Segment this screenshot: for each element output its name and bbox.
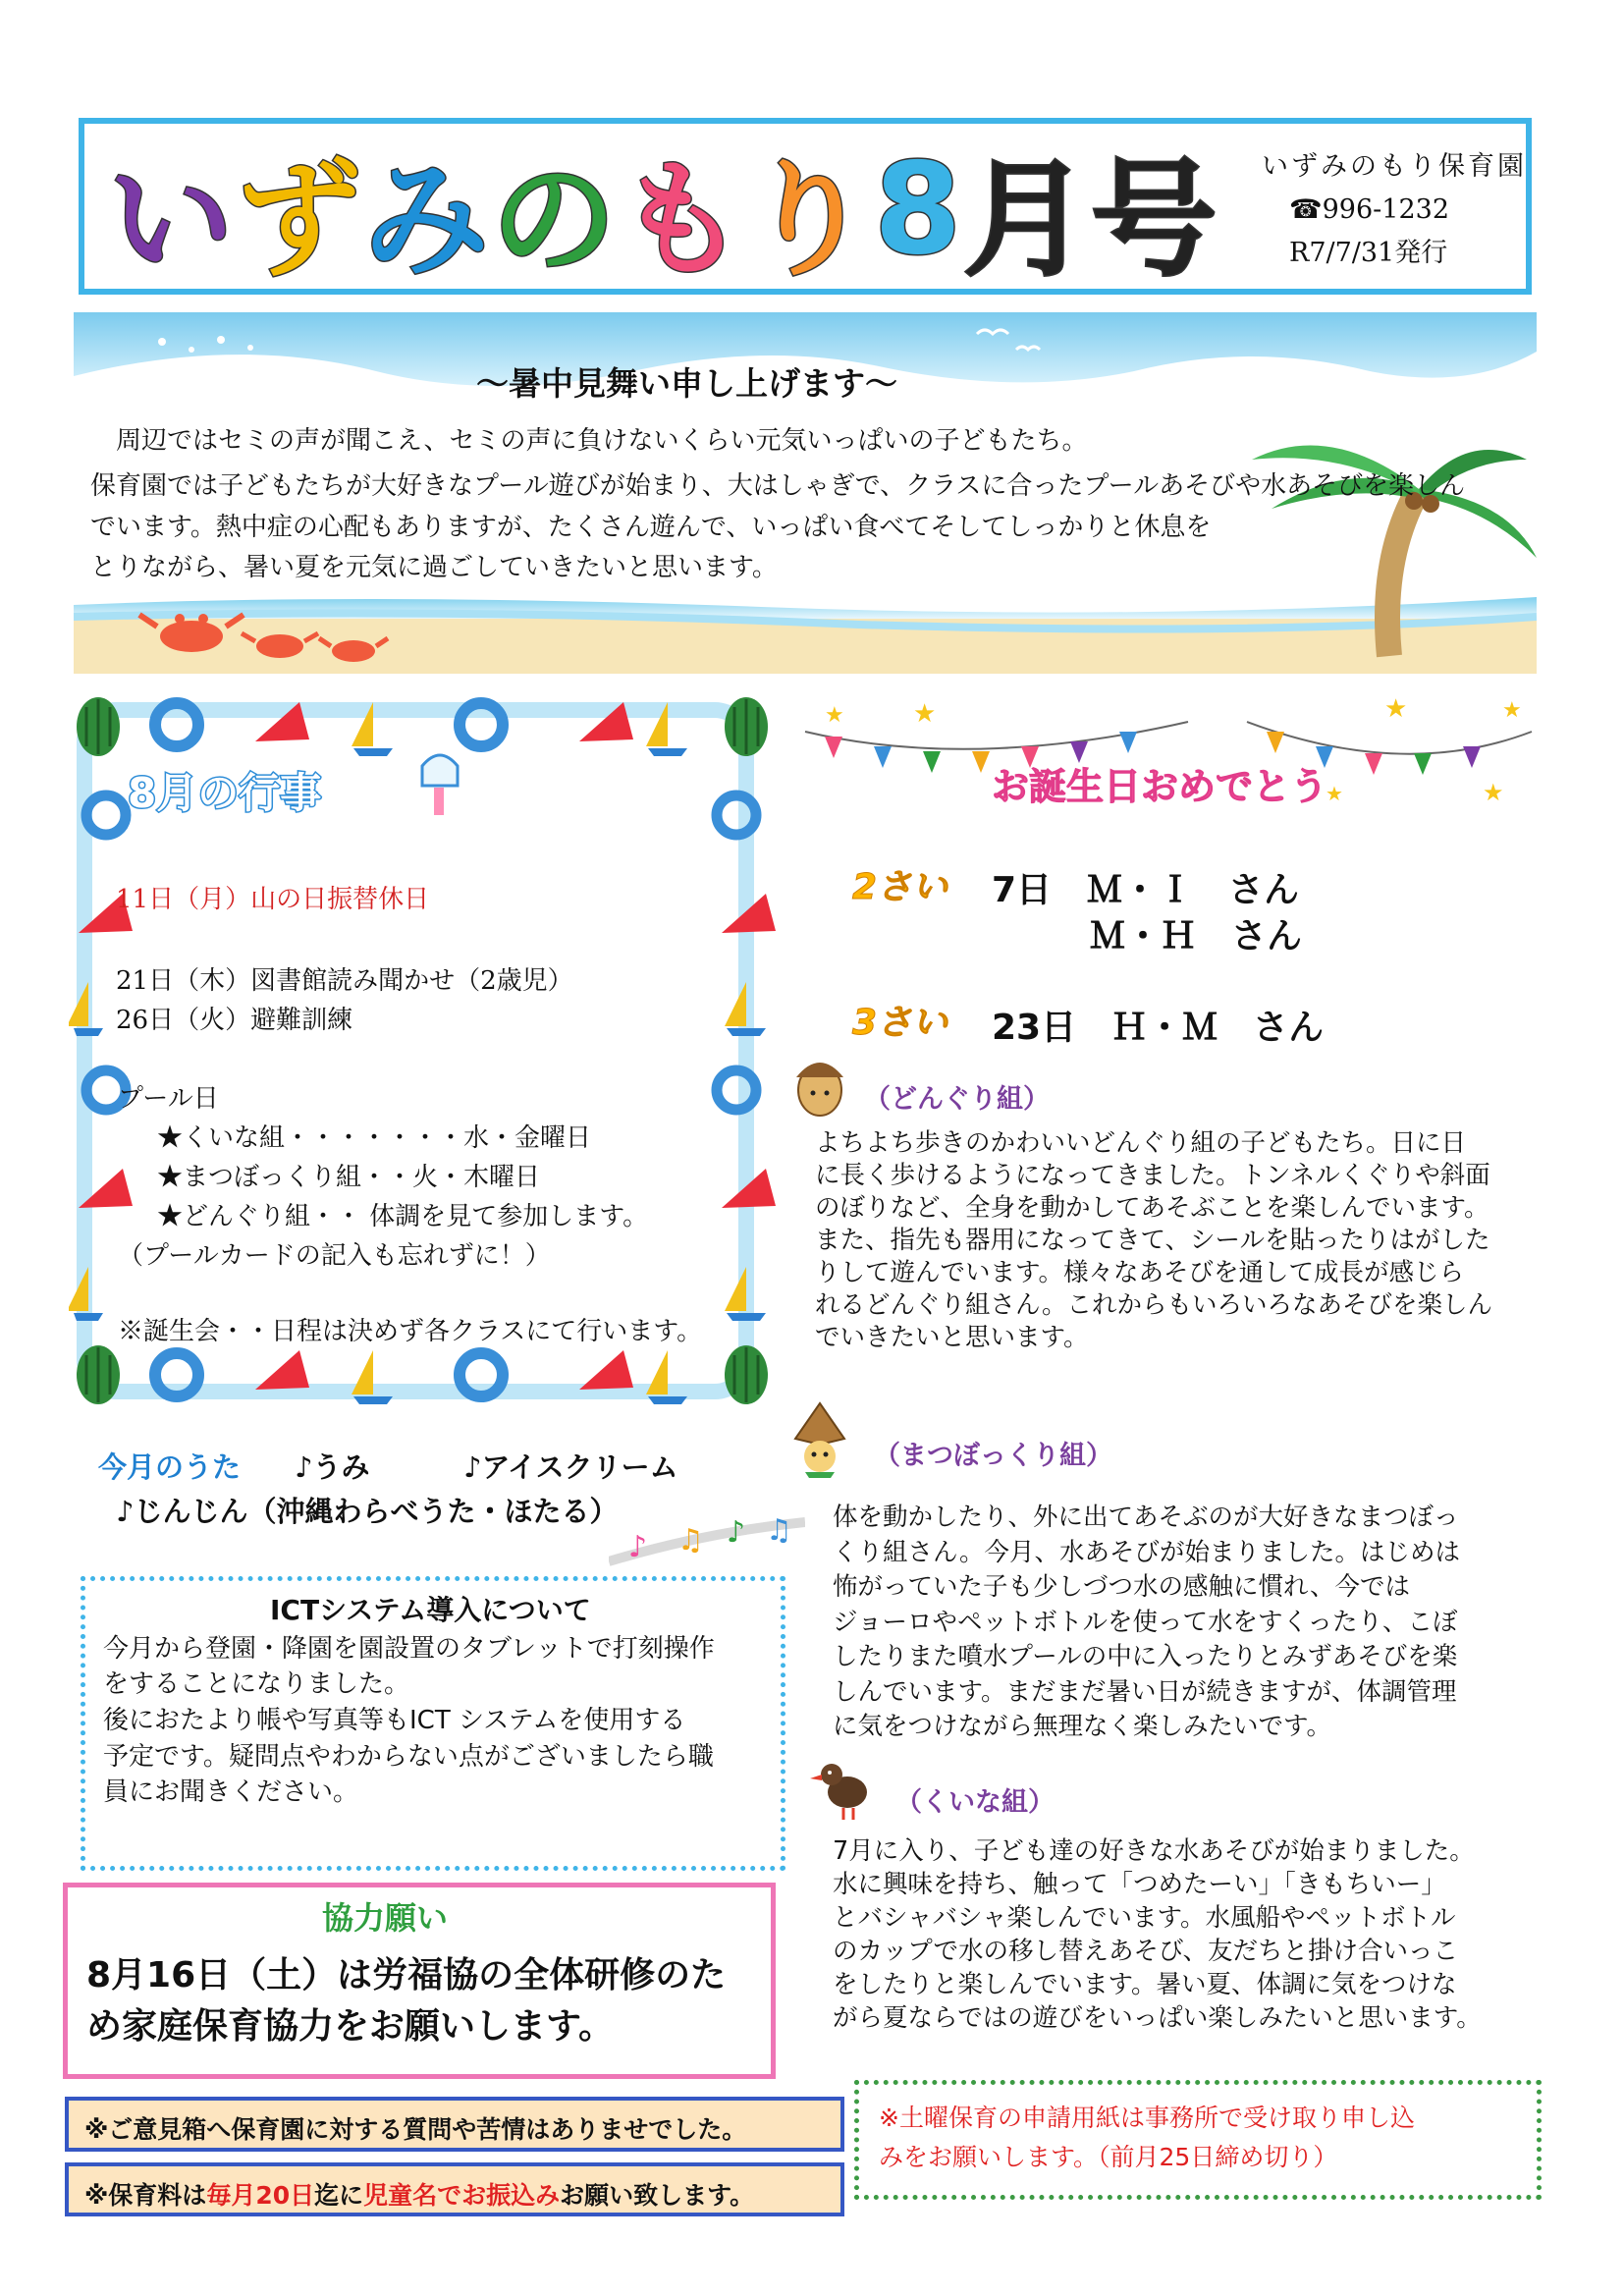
cooperation-line: め家庭保育協力をお願いします。 bbox=[86, 2006, 615, 2047]
org-name: いずみのもり保育園 bbox=[1262, 151, 1527, 182]
matsubokkuri-paragraph bbox=[833, 1501, 1460, 1745]
song-title: ♪うみ bbox=[295, 1450, 370, 1484]
birthday-entry: 23日 Ｈ・Ｍ さん bbox=[992, 1008, 1325, 1048]
wind-chime-icon bbox=[422, 755, 458, 815]
watermelon-icon bbox=[77, 697, 120, 756]
paragraph-line: でいきたいと思います。 bbox=[815, 1323, 1089, 1352]
saturday-care-line: ※土曜保育の申請用紙は事務所で受け取り申し込 bbox=[879, 2104, 1415, 2132]
watermelon-slice-icon bbox=[722, 894, 776, 933]
svg-text:★: ★ bbox=[1502, 698, 1522, 723]
title-char: 月 bbox=[963, 147, 1092, 294]
donguri-paragraph bbox=[815, 1127, 1492, 1354]
paragraph-line: れるどんぐり組さん。これからもいろいろなあそびを楽しん bbox=[815, 1290, 1493, 1320]
watermelon-icon bbox=[725, 1345, 768, 1404]
ict-line: 予定です。疑問点やわからない点がございましたら職 bbox=[103, 1742, 714, 1772]
svg-text:♪: ♪ bbox=[628, 1530, 648, 1564]
event-item: 21日（木）図書館読み聞かせ（2歳児） bbox=[116, 966, 573, 996]
class-name-kuina: （くいな組） bbox=[895, 1787, 1055, 1818]
music-notes-icon bbox=[609, 1512, 805, 1571]
saturday-care-notice bbox=[854, 2080, 1542, 2200]
paragraph-line: 怖がっていた子も少しづつ水の感触に慣れ、今では bbox=[833, 1572, 1411, 1602]
title-char: み bbox=[363, 147, 492, 294]
paragraph-line: よちよち歩きのかわいいどんぐり組の子どもたち。日に日 bbox=[815, 1128, 1467, 1158]
sailboat-icon bbox=[69, 1267, 103, 1321]
paragraph-line: ジョーロやペットボトルを使って水をすくったり、こぼ bbox=[833, 1607, 1458, 1637]
svg-text:★: ★ bbox=[1384, 694, 1408, 724]
watermelon-slice-icon bbox=[722, 1169, 776, 1208]
paragraph-line: 7月に入り、子ども達の好きな水あそびが始まりました。 bbox=[833, 1836, 1475, 1866]
intro-line: 周辺ではセミの声が聞こえ、セミの声に負けないくらい元気いっぱいの子どもたち。 bbox=[116, 426, 1088, 456]
fee-notice bbox=[65, 2162, 844, 2216]
org-info bbox=[1262, 145, 1527, 275]
watermelon-icon bbox=[77, 1345, 120, 1404]
title-char: も bbox=[619, 147, 747, 294]
age-label: 3さい bbox=[852, 1003, 948, 1043]
watermelon-slice-icon bbox=[255, 702, 309, 741]
svg-text:★: ★ bbox=[1326, 782, 1343, 805]
class-name-matsubokkuri: （まつぼっくり組） bbox=[874, 1441, 1112, 1471]
paragraph-line: に気をつけながら無理なく楽しみたいです。 bbox=[833, 1712, 1331, 1741]
title-char: 号 bbox=[1091, 147, 1219, 294]
swim-ring-icon bbox=[155, 1353, 198, 1396]
birthday-entry: Ｍ・Ｈ さん bbox=[1090, 916, 1303, 957]
pool-day-item: ★くいな組・・・・・・・水・金曜日 bbox=[157, 1123, 592, 1153]
pool-card-note: （プールカードの記入も忘れずに！） bbox=[118, 1241, 551, 1271]
sailboat-icon bbox=[646, 702, 687, 756]
swim-ring-icon bbox=[460, 703, 503, 746]
song-title: ♪アイスクリーム bbox=[463, 1450, 678, 1484]
song-label: 今月のうた bbox=[98, 1450, 242, 1484]
birthday-title: お誕生日おめでとう bbox=[992, 765, 1328, 808]
svg-text:♪: ♪ bbox=[727, 1515, 746, 1550]
fee-text-part: お願い致します。 bbox=[560, 2181, 755, 2210]
event-item: 26日（火）避難訓練 bbox=[116, 1006, 353, 1035]
sailboat-icon bbox=[725, 982, 766, 1036]
sailboat-icon bbox=[352, 1350, 393, 1404]
watermelon-slice-icon bbox=[579, 1350, 633, 1390]
fee-text-part: ※保育料は bbox=[84, 2181, 207, 2210]
fee-text-part: 迄に bbox=[314, 2181, 364, 2210]
intro-line: 保育園では子どもたちが大好きなプール遊びが始まり、大はしゃぎで、クラスに合ったプールあそびや水あそびを楽しん bbox=[90, 471, 1466, 501]
title-char: り bbox=[746, 147, 875, 294]
paragraph-line: がら夏ならではの遊びをいっぱい楽しみたいと思います。 bbox=[833, 2003, 1482, 2033]
paragraph-line: したりまた噴水プールの中に入ったりとみずあそびを楽 bbox=[833, 1642, 1458, 1671]
sailboat-icon bbox=[725, 1267, 766, 1321]
title-char: い bbox=[108, 147, 237, 294]
title-char: の bbox=[491, 147, 620, 294]
paragraph-line: また、指先も器用になってきて、シールを貼ったりはがした bbox=[815, 1226, 1490, 1255]
title-char: ず bbox=[236, 147, 364, 294]
fee-text bbox=[84, 2176, 754, 2212]
svg-text:★: ★ bbox=[1483, 779, 1504, 806]
svg-text:★: ★ bbox=[825, 703, 844, 728]
cooperation-line: 8月16日（土）は労福協の全体研修のた bbox=[86, 1955, 727, 1995]
fee-deadline: 毎月20日 bbox=[206, 2181, 315, 2210]
pool-day-item: ★まつぼっくり組・・火・木曜日 bbox=[157, 1163, 541, 1192]
swim-ring-icon bbox=[460, 1353, 503, 1396]
org-phone: ☎996-1232 bbox=[1289, 194, 1450, 225]
cooperation-title: 協力願い bbox=[322, 1899, 449, 1937]
sailboat-icon bbox=[646, 1350, 687, 1404]
watermelon-slice-icon bbox=[255, 1350, 309, 1390]
sailboat-icon bbox=[69, 982, 103, 1036]
song-title: ♪じんじん（沖縄わらべうた・ほたる） bbox=[116, 1495, 619, 1528]
saturday-care-line: みをお願いします。（前月25日締め切り） bbox=[879, 2143, 1338, 2171]
ict-title: ICTシステム導入について bbox=[270, 1594, 591, 1626]
paragraph-line: しんでいます。まだまだ暑い日が続きますが、体調管理 bbox=[833, 1676, 1457, 1707]
paragraph-line: くり組さん。今月、水あそびが始まりました。はじめは bbox=[833, 1537, 1461, 1567]
paragraph-line: とバシャバシャ楽しんでいます。水風船やペットボトル bbox=[833, 1903, 1456, 1933]
events-title: 8月の行事 bbox=[128, 769, 322, 817]
pool-day-label: プール日 bbox=[118, 1084, 219, 1114]
svg-text:♫: ♫ bbox=[677, 1523, 704, 1558]
swim-ring-icon bbox=[717, 795, 756, 835]
ict-line: をすることになりました。 bbox=[103, 1669, 410, 1699]
watermelon-icon bbox=[725, 697, 768, 756]
birthday-entry: 7日 Ｍ・Ｉ さん bbox=[992, 870, 1300, 910]
ict-line: 今月から登園・降園を園設置のタブレットで打刻操作 bbox=[103, 1634, 715, 1664]
fee-method: 児童名でお振込み bbox=[363, 2181, 561, 2210]
swim-ring-icon bbox=[717, 1070, 756, 1110]
paragraph-line: のぼりなど、全身を動かしてあそぶことを楽しんでいます。 bbox=[815, 1193, 1489, 1223]
swim-ring-icon bbox=[155, 703, 198, 746]
sailboat-icon bbox=[352, 702, 393, 756]
paragraph-line: をしたりと楽しんでいます。暑い夏、体調に気をつけな bbox=[833, 1970, 1457, 1999]
birthday-party-note: ※誕生会・・日程は決めず各クラスにて行います。 bbox=[118, 1317, 703, 1346]
watermelon-slice-icon bbox=[579, 702, 633, 741]
intro-line: とりながら、暑い夏を元気に過ごしていきたいと思います。 bbox=[90, 553, 778, 582]
pinecone-icon bbox=[785, 1399, 854, 1478]
intro-line: でいます。熱中症の心配もありますが、たくさん遊んで、いっぱい食べてそしてしっかりと休息を bbox=[90, 513, 1212, 542]
event-holiday: 11日（月）山の日振替休日 bbox=[116, 885, 430, 914]
newsletter-title bbox=[108, 126, 1218, 293]
paragraph-line: に長く歩けるようになってきました。トンネルくぐりや斜面 bbox=[815, 1161, 1490, 1190]
pool-day-item: ★どんぐり組・・ 体調を見て参加します。 bbox=[157, 1202, 649, 1231]
acorn-icon bbox=[790, 1046, 849, 1120]
paragraph-line: りして遊んでいます。様々なあそびを通して成長が感じら bbox=[815, 1258, 1464, 1287]
age-label: 2さい bbox=[852, 867, 948, 907]
class-name-donguri: （どんぐり組） bbox=[864, 1084, 1050, 1115]
opinion-box-text: ※ご意見箱へ保育園に対する質問や苦情はありませでした。 bbox=[84, 2115, 747, 2144]
svg-text:★: ★ bbox=[913, 699, 937, 729]
paragraph-line: のカップで水の移し替えあそび、友だちと掛け合いっこ bbox=[833, 1937, 1458, 1966]
rail-bird-icon bbox=[810, 1753, 879, 1822]
watermelon-slice-icon bbox=[79, 1169, 133, 1208]
ict-line: 後におたより帳や写真等もICT システムを使用する bbox=[103, 1706, 686, 1735]
paragraph-line: 体を動かしたり、外に出てあそぶのが大好きなまつぼっ bbox=[833, 1503, 1459, 1532]
opinion-box-notice bbox=[65, 2097, 844, 2152]
paragraph-line: 水に興味を持ち、触って「つめたーい」「きもちいー」 bbox=[833, 1870, 1446, 1899]
svg-text:♫: ♫ bbox=[766, 1513, 792, 1548]
title-char: 8 bbox=[874, 136, 964, 283]
kuina-paragraph bbox=[833, 1834, 1482, 2035]
summer-greeting: ～暑中見舞い申し上げます～ bbox=[476, 364, 897, 403]
issue-date: R7/7/31発行 bbox=[1289, 238, 1448, 268]
ict-line: 員にお聞きください。 bbox=[103, 1777, 359, 1807]
swim-ring-icon bbox=[86, 795, 126, 835]
